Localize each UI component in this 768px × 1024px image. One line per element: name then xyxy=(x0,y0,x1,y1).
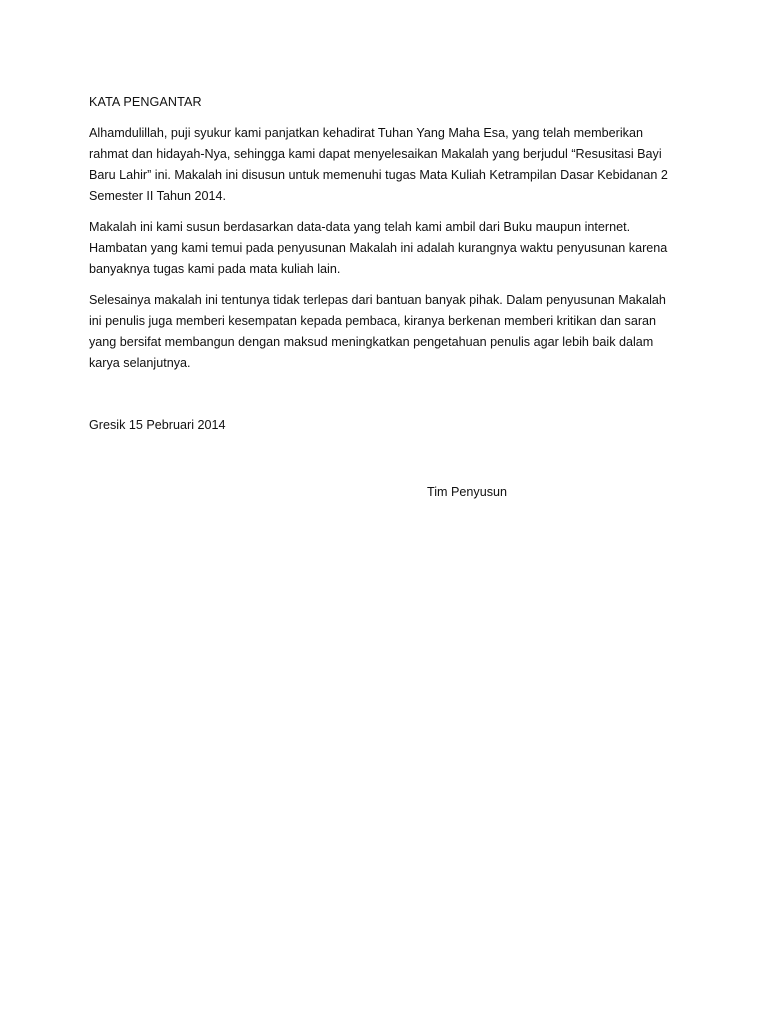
document-title: KATA PENGANTAR xyxy=(89,95,202,109)
paragraph-2-line-2: Hambatan yang kami temui pada penyusunan Makalah ini adalah kurangnya waktu penyusunan karena xyxy=(89,241,668,255)
document-body xyxy=(89,92,689,384)
paragraph-3-line-2: ini penulis juga memberi kesempatan kepada pembaca, kiranya berkenan memberi kritikan dan saran xyxy=(89,314,657,328)
paragraph-3-line-3: yang bersifat membangun dengan maksud meningkatkan pengetahuan penulis agar lebih baik dalam xyxy=(89,335,654,349)
paragraph-2-line-3: banyaknya tugas kami pada mata kuliah lain. xyxy=(89,262,341,276)
paragraph-2 xyxy=(89,217,689,280)
paragraph-2-line-1: Makalah ini kami susun berdasarkan data-data yang telah kami ambil dari Buku maupun internet. xyxy=(89,220,631,234)
paragraph-1 xyxy=(89,123,689,207)
paragraph-3-line-4: karya selanjutnya. xyxy=(89,356,191,370)
signoff: Tim Penyusun xyxy=(427,485,508,499)
paragraph-3 xyxy=(89,290,689,374)
paragraph-1-line-4: Semester II Tahun 2014. xyxy=(89,189,226,203)
place-date: Gresik 15 Pebruari 2014 xyxy=(89,418,226,432)
paragraph-1-line-1: Alhamdulillah, puji syukur kami panjatkan kehadirat Tuhan Yang Maha Esa, yang telah memberikan xyxy=(89,126,643,140)
paragraph-1-line-3: Baru Lahir” ini. Makalah ini disusun untuk memenuhi tugas Mata Kuliah Ketrampilan Dasar Kebidanan 2 xyxy=(89,168,668,182)
paragraph-1-line-2: rahmat dan hidayah-Nya, sehingga kami dapat menyelesaikan Makalah yang berjudul “Resusitasi Bayi xyxy=(89,147,662,161)
paragraph-3-line-1: Selesainya makalah ini tentunya tidak terlepas dari bantuan banyak pihak. Dalam penyusunan Makalah xyxy=(89,293,666,307)
